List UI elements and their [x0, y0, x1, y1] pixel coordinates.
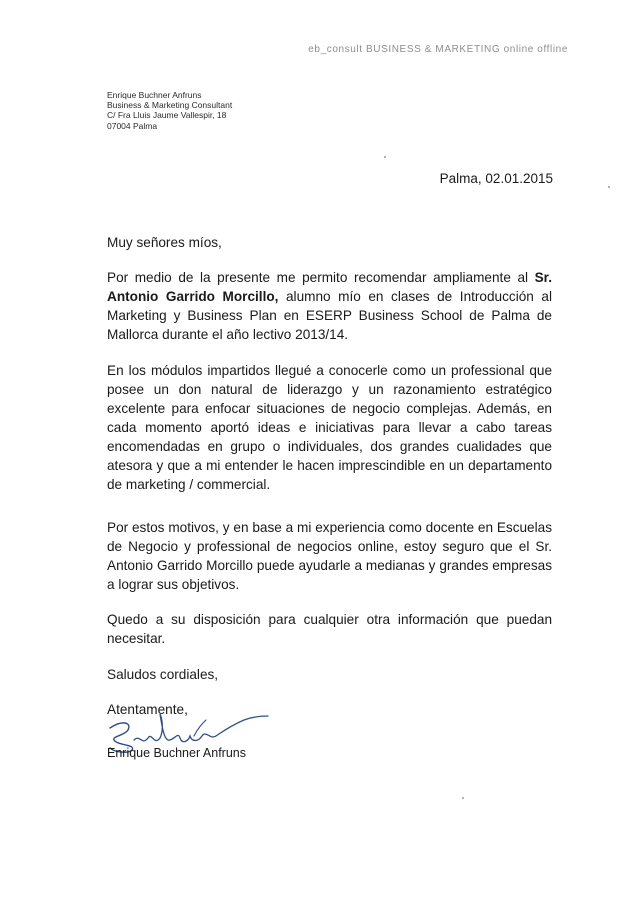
paragraph-reasons: Por estos motivos, y en base a mi experiencia como docente en Escuelas de Negocio y professional de negocios online, estoy seguro que el Sr. Antonio Garrido Morcillo puede ayudarle a medianas y grandes empresas a lograr sus objetivos.: [107, 520, 552, 592]
paragraph-recommendation: [107, 268, 552, 344]
paragraph-availability: Quedo a su disposición para cualquier otra información que puedan necesitar.: [107, 612, 552, 646]
sender-name: Enrique Buchner Anfruns: [107, 90, 202, 100]
sender-street: C/ Fra Lluis Jaume Vallespir, 18: [107, 110, 227, 121]
sender-title: Business & Marketing Consultant: [107, 100, 233, 111]
sender-city: 07004 Palma: [107, 120, 158, 131]
paragraph1-before: Por medio de la presente me permito recomendar ampliamente al: [107, 270, 535, 285]
signature-name: Enrique Buchner Anfruns: [107, 746, 246, 760]
paragraph-qualities: En los módulos impartidos llegué a conocerle como un professional que posee un don natural de liderazgo y un razonamiento estratégico excelente para enfocar situaciones de negocio complejas. Además, en cada momento aportó ideas e iniciativas para llevar a cabo tareas encomendadas en grupo o individuales, dos grandes cualidades que atesora y que a mi entender le hacen imprescindible en un departamento de marketing / commercial.: [107, 363, 552, 492]
scan-speck: [462, 797, 464, 799]
sender-address-block: [107, 90, 232, 131]
paragraph1-after: alumno mío en clases de Introducción al Marketing y Business Plan en ESERP Business School de Palma de Mallorca durante el año lectivo 2013/14.: [107, 289, 552, 342]
letter-date: Palma, 02.01.2015: [439, 171, 553, 186]
greeting: Muy señores míos,: [107, 235, 222, 250]
scan-speck: [384, 156, 386, 158]
scan-speck: [608, 186, 610, 188]
letterhead: eb_consult BUSINESS & MARKETING online offline: [308, 44, 568, 55]
student-name-bold: Sr. Antonio Garrido Morcillo,: [107, 270, 552, 304]
closing-sincerely: Atentamente,: [107, 702, 188, 717]
closing-regards: Saludos cordiales,: [107, 667, 219, 682]
